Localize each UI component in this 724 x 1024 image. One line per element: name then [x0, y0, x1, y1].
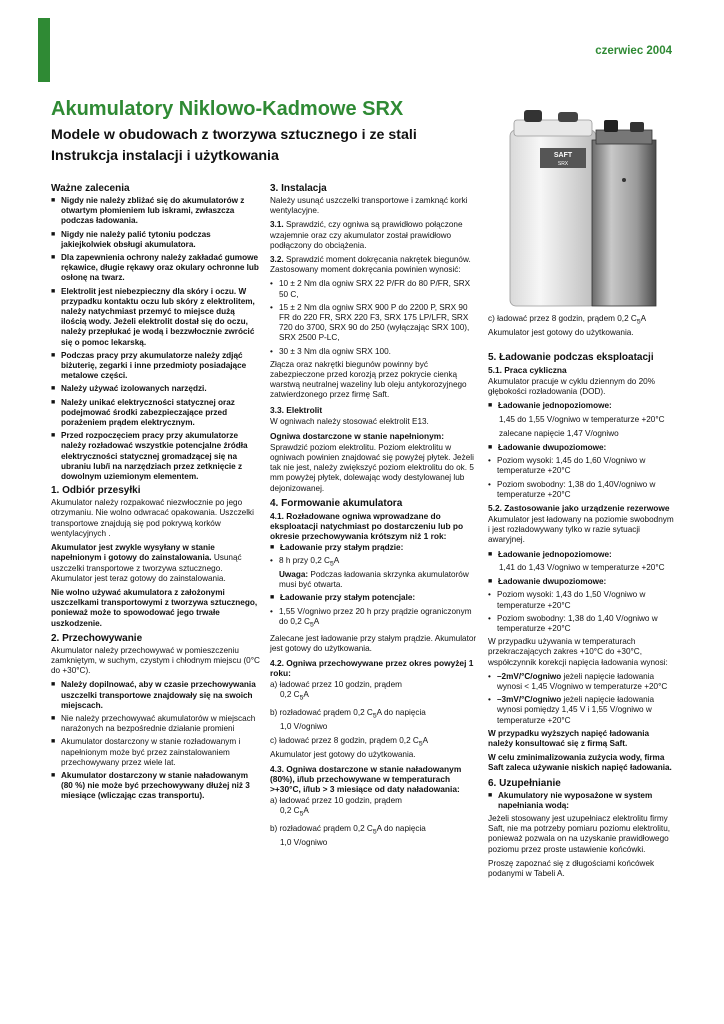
- paragraph: W celu zminimalizowania zużycia wody, firma Saft zaleca używanie niskich napięć ładowania.: [488, 753, 672, 773]
- paragraph: Akumulator jest gotowy do użytkowania.: [270, 749, 416, 759]
- list-item: ■ Ładowanie dwupoziomowe:: [488, 577, 607, 587]
- paragraph: W przypadku używania w temperaturach przekraczających zakres +10°C do +30°C, współczynnik korekcji napięcia ładowania wynosi:: [488, 637, 668, 667]
- green-accent-bar: [38, 18, 50, 82]
- paragraph: Należy usunąć uszczelki transportowe i zamknąć korki wentylacyjne.: [270, 196, 468, 216]
- column-1: [51, 183, 261, 805]
- list-item: ■ Należy dopilnować, aby w czasie przechowywania uszczelki transportowe znajdowały się na swoich miejscach.: [51, 680, 256, 710]
- paragraph: Akumulator jest ładowany na poziomie swobodnym i jest rozładowywany tylko w razie sytuacji awaryjnej.: [488, 515, 674, 545]
- paragraph: b) rozładować prądem 0,2 $C_5A$ do napięcia: [270, 824, 426, 836]
- list-item: • –3mV/°C/ogniwo jeżeli napięcie ładowania wynosi pomiędzy 1,45 V i 1,55 V/ogniwo w temperaturze +20°C: [488, 695, 655, 725]
- list-item: ■ Ładowanie jednopoziomowe:: [488, 401, 612, 411]
- list-item: • 10 ± 2 Nm dla ogniw SRX 22 P/FR do 80 P/FR, SRX 50 C,: [270, 279, 471, 299]
- paragraph: Proszę zapoznać się z długościami końcówek podanymi w Tabeli A.: [488, 858, 655, 878]
- photo-saft-label: SAFT: [553, 152, 573, 159]
- paragraph: 0,2 $C_5A$: [280, 806, 309, 818]
- list-item: ■ Akumulator dostarczony w stanie naładowanym (80 %) nie może być przechowywany dłużej niż 3 miesiące (wliczając czas transportu).: [51, 770, 250, 801]
- list-item: • Poziom wysoki: 1,45 do 1,60 V/ogniwo w temperaturze +20°C: [488, 456, 646, 476]
- list-item: ■ Dla zapewnienia ochrony należy zakładać gumowe rękawice, długie rękawy oraz okulary ochronne lub osłonę na twarz.: [51, 253, 259, 283]
- section-heading-receipt: 1. Odbiór przesyłki: [51, 485, 141, 497]
- column-2: [270, 183, 480, 852]
- list-item: ■ Podczas pracy przy akumulatorze należy zdjąć biżuterię, zegarki i inne przedmioty posiadające metalowe części.: [51, 350, 247, 381]
- paragraph: 1,41 do 1,43 V/ogniwo w temperaturze +20°C: [499, 562, 665, 572]
- paragraph: 0,2 $C_5A$: [280, 690, 309, 702]
- paragraph: 3.1. Sprawdzić, czy ogniwa są prawidłowo połączone wzajemnie oraz czy akumulator został prawidłowo podłączony do obciążenia.: [270, 220, 463, 250]
- paragraph: c) ładować przez 8 godzin, prądem 0,2 $C_5A$: [488, 314, 647, 326]
- list-item: • Poziom wysoki: 1,43 do 1,50 V/ogniwo w temperaturze +20°C: [488, 590, 646, 610]
- list-item: ■ Należy używać izolowanych narzędzi.: [51, 384, 207, 394]
- list-item: ■ Elektrolit jest niebezpieczny dla skóry i oczu. W przypadku kontaktu oczu lub skóry z elektrolitem, należy natychmiast przemyć to miejsce dużą ilością wody. Jeżeli elektrolit dostał się do oczu, należy przepłukać je wodą i bezzwłocznie zwrócić się o pomoc lekarską.: [51, 286, 255, 347]
- paragraph: zalecane napięcie 1,47 V/ogniwo: [499, 428, 619, 438]
- section-heading-storage: 2. Przechowywanie: [51, 632, 143, 644]
- battery-product-photo: [500, 100, 678, 310]
- list-item: ■ Akumulator dostarczony w stanie rozładowanym i napełnionym może być przez zainstalowaniem przechowywany przez wiele lat.: [51, 737, 241, 767]
- subsection-heading-filled: Ogniwa dostarczone w stanie napełnionym:: [270, 430, 445, 441]
- paragraph: Akumulator jest zwykle wysyłany w stanie napełnionym i gotowy do zainstalowania. Usunąć uszczelki transportowe z tworzywa sztucznego. Akumulator jest teraz gotowy do zainstalowania.: [51, 543, 242, 583]
- list-item: ■ Nigdy nie należy zbliżać się do akumulatorów z otwartym płomieniem lub iskrami, zwłaszcza podczas ładowania.: [51, 196, 245, 226]
- paragraph: W ogniwach należy stosować elektrolit E13.: [270, 416, 429, 426]
- section-heading-topping-up: 6. Uzupełnianie: [488, 777, 561, 789]
- list-item: ■ Ładowanie przy stałym potencjale:: [270, 593, 416, 603]
- column-3: [488, 314, 676, 883]
- list-item: ■ Ładowanie dwupoziomowe:: [488, 443, 607, 453]
- paragraph: Akumulator jest gotowy do użytkowania.: [488, 327, 634, 337]
- paragraph: Złącza oraz nakrętki biegunów powinny być zabezpieczone przed korozją przez pokrycie cienką warstwą neutralnej wazeliny lub oleju antykorozyjnego zatwierdzonego przez firmę Saft.: [270, 359, 467, 400]
- paragraph: 1,45 do 1,55 V/ogniwo w temperaturze +20°C: [499, 414, 665, 424]
- list-item: • 1,55 V/ogniwo przez 20 h przy prądzie ograniczonym do 0,2 $C_5A$: [270, 606, 472, 629]
- paragraph: 1,0 V/ogniwo: [280, 721, 328, 731]
- paragraph: Akumulator należy przechowywać w pomieszczeniu zamkniętym, w suchym, czystym i chłodnym miejscu (0°C do +30°C).: [51, 645, 260, 676]
- subtitle-line-1: Modele w obudowach z tworzywa sztucznego i ze stali: [51, 127, 417, 143]
- list-item: ■ Przed rozpoczęciem pracy przy akumulatorze należy rozładować wszystkie potencjalne źródła elektryczności statycznej gromadzącej się na ubraniu lub/i na narzędziach przez zetknięcie z dowolnym uziemionym elementem.: [51, 431, 248, 482]
- paragraph: a) ładować przez 10 godzin, prądem: [270, 679, 402, 689]
- paragraph: 1,0 V/ogniwo: [280, 838, 328, 848]
- paragraph: Sprawdzić poziom elektrolitu. Poziom elektrolitu w ogniwach powinien znajdować się powyżej płytek. Jeżeli tak nie jest, należy zwiększyć poziom elektrolitu do ok. 5 mm powyżej płytek, dolewając wody destylowanej lub dejonizowanej.: [270, 442, 474, 493]
- list-item: • 30 ± 3 Nm dla ogniw SRX 100.: [270, 346, 391, 356]
- paragraph: W przypadku wyższych napięć ładowania należy konsultować się z firmą Saft.: [488, 728, 650, 748]
- list-item: ■ Nie należy przechowywać akumulatorów w miejscach narażonych na bezpośrednie działanie promieni: [51, 713, 256, 734]
- list-item: • Poziom swobodny: 1,38 do 1,40 V/ogniwo w temperaturze +20°C: [488, 613, 658, 633]
- paragraph: a) ładować przez 10 godzin, prądem: [270, 796, 402, 806]
- photo-srx-label: SRX: [557, 161, 569, 167]
- subtitle-line-2: Instrukcja instalacji i użytkowania: [51, 148, 279, 164]
- section-heading-formation: 4. Formowanie akumulatora: [270, 497, 403, 509]
- list-item: • 8 h przy 0,2 $C_5A$ Uwaga: Podczas ładowania skrzynka akumulatorów musi być otwarta.: [270, 556, 469, 590]
- list-item: ■ Nigdy nie należy palić tytoniu podczas jakiejkolwiek obsługi akumulatora.: [51, 229, 211, 249]
- document-title: Akumulatory Niklowo-Kadmowe SRX: [51, 98, 404, 120]
- section-heading-important: Ważne zalecenia: [51, 183, 130, 194]
- paragraph: Nie wolno używać akumulatora z założonymi uszczelkami transportowymi z tworzywa sztucznego, ponieważ może to spowodować jego trwałe uszkodzenie.: [51, 587, 258, 628]
- subsection-heading-4-2: 4.2. Ogniwa przechowywane przez okres powyżej 1 roku:: [270, 657, 474, 678]
- list-item: ■ Należy unikać elektryczności statycznej oraz podejmować środki zabezpieczające przed porażeniem prądem elektrycznym.: [51, 397, 235, 428]
- paragraph: b) rozładować prądem 0,2 $C_5A$ do napięcia: [270, 708, 426, 720]
- subsection-heading-5-1: 5.1. Praca cykliczna: [488, 365, 567, 376]
- list-item: • –2mV/°C/ogniwo jeżeli napięcie ładowania wynosi < 1,45 V/ogniwo w temperaturze +20°C: [488, 671, 668, 691]
- list-item: • Poziom swobodny: 1,38 do 1,40V/ogniwo w temperaturze +20°C: [488, 479, 656, 499]
- subsection-heading-4-1: 4.1. Rozładowane ogniwa wprowadzane do eksploatacji natychmiast po dostarczeniu lub po okresie przechowywania krótszym niż 1 rok:: [270, 510, 464, 541]
- section-heading-operational-charging: 5. Ładowanie podczas eksploatacji: [488, 352, 654, 364]
- subsection-heading-5-2: 5.2. Zastosowanie jako urządzenie rezerwowe: [488, 503, 670, 514]
- paragraph: Zalecane jest ładowanie przy stałym prądzie. Akumulator jest gotowy do użytkowania.: [270, 633, 477, 653]
- list-item: ■ Akumulatory nie wyposażone w system napełniania wodą:: [488, 790, 653, 810]
- subsection-heading-4-3: 4.3. Ogniwa dostarczone w stanie naładowanym (80%), i/lub przechowywane w temperaturach >+30°C, i/lub > 3 miesiące od daty naładowania:: [270, 764, 462, 795]
- paragraph: Akumulator należy rozpakować niezwłocznie po jego otrzymaniu. Nie wolno odwracać opakowania. Uszczelki transportowe znajdują się pod pokrywą korków wentylacyjnych .: [51, 498, 254, 538]
- list-item: • 15 ± 2 Nm dla ogniw SRX 900 P do 2200 P, SRX 90 FR do 220 FR, SRX 220 F3, SRX 175 LP/LFR, SRX 720 do 3700, SRX 90 do 250 (wyłączając SRX 100), SRX 2500 P-LC,: [270, 302, 470, 343]
- list-item: ■ Ładowanie jednopoziomowe:: [488, 549, 612, 559]
- subsection-heading-electrolyte: 3.3. Elektrolit: [270, 404, 323, 415]
- paragraph: Jeżeli stosowany jest uzupełniacz elektrolitu firmy Saft, nie ma potrzeby pomiaru poziomu elektrolitu, ponieważ pozwala on na uzyskanie prawidłowego poziomu przez proste ustawienie końcówki.: [488, 813, 671, 854]
- document-date: czerwiec 2004: [595, 45, 672, 57]
- paragraph: 3.2. Sprawdzić moment dokręcania nakrętek biegunów. Zastosowany moment dokręcania powinien wynosić:: [270, 255, 471, 275]
- document-subtitle: [51, 125, 417, 167]
- paragraph: Akumulator pracuje w cyklu dziennym do 20% głębokości rozładowania (DOD).: [488, 377, 656, 397]
- list-item: ■ Ładowanie przy stałym prądzie:: [270, 542, 404, 552]
- paragraph: c) ładować przez 8 godzin, prądem 0,2 $C_5A$: [270, 736, 429, 748]
- section-heading-installation: 3. Instalacja: [270, 183, 327, 194]
